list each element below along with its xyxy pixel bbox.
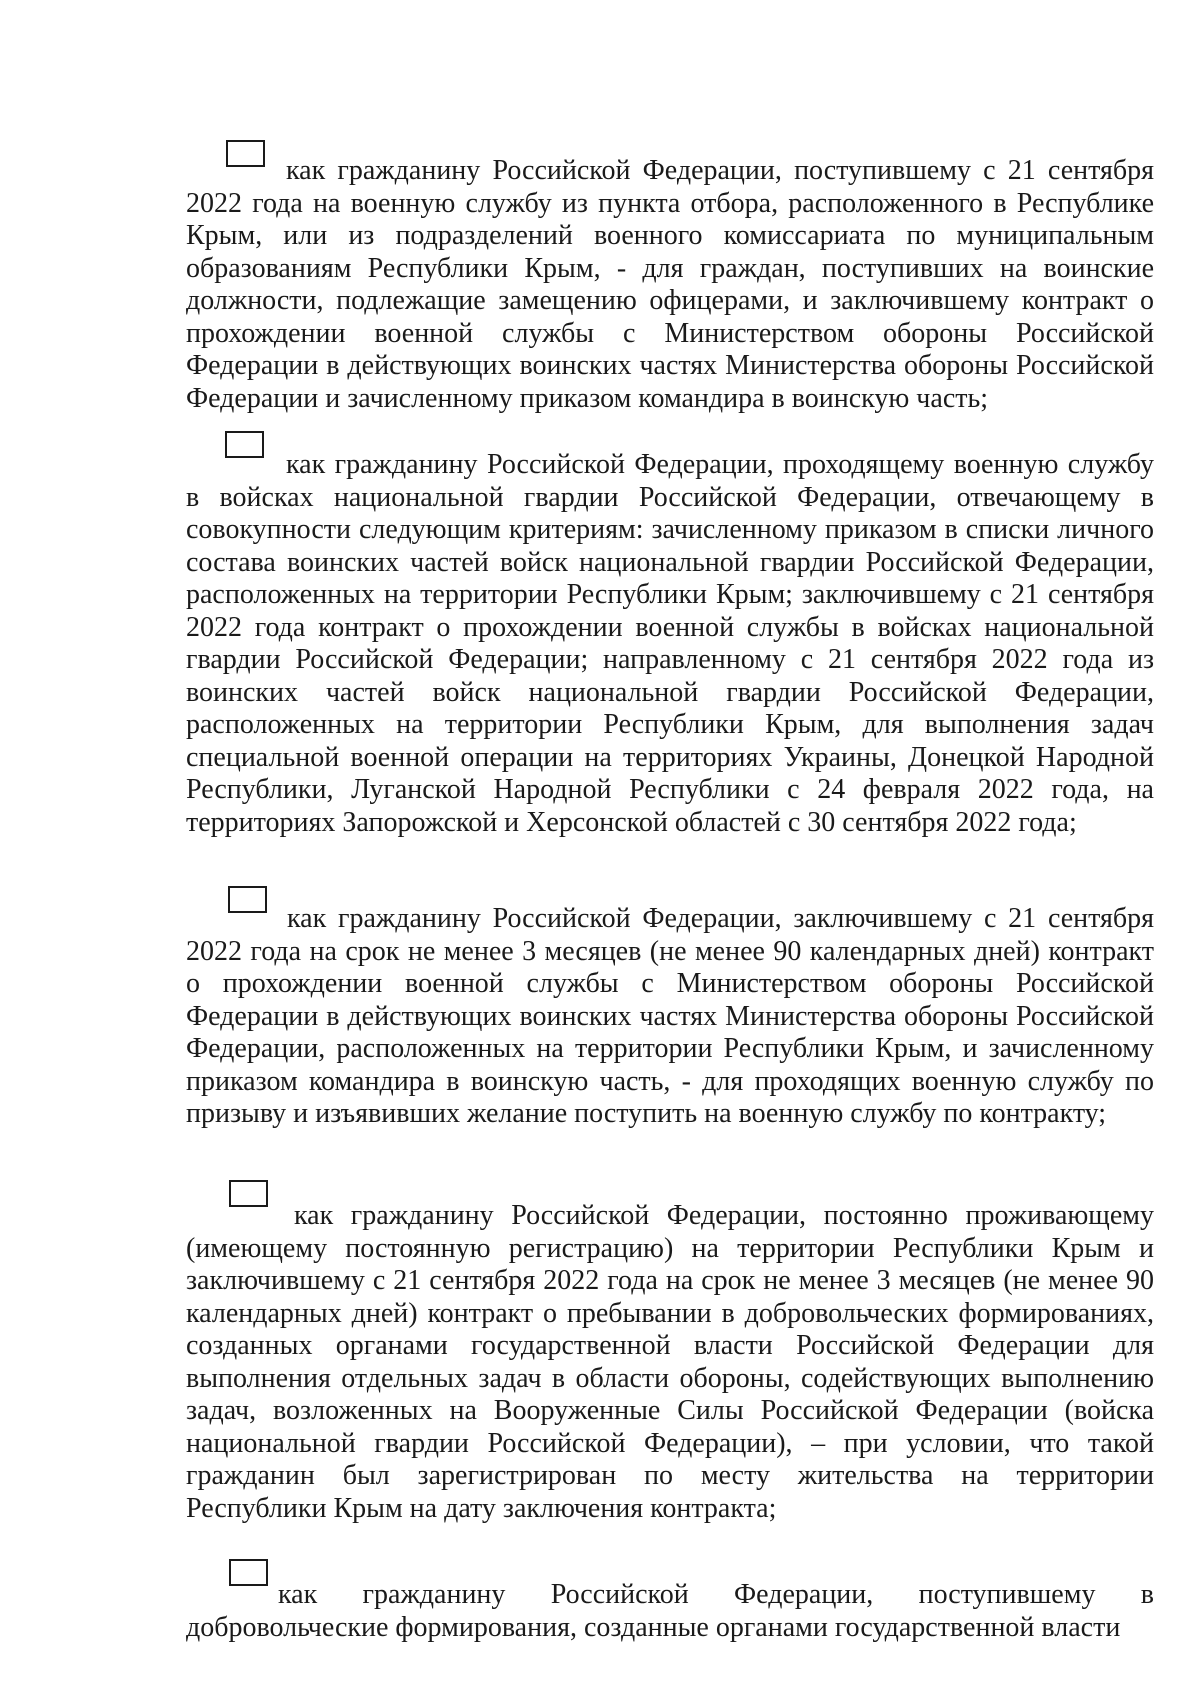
option-paragraph	[186, 903, 1154, 1131]
paragraph-text: как гражданину Российской Федерации, постоянно проживающему (имеющему постоянную регистрацию) на территории Республики Крым и заключившему с 21 сентября 2022 года на срок не менее 3 месяцев (не менее 90 календарных дней) контракт о пребывании в добровольческих формированиях, созданных органами государственной власти Российской Федерации для выполнения отдельных задач в области обороны, содействующих выполнению задач, возложенных на Вооруженные Силы Российской Федерации (войска национальной гвардии Российской Федерации), – при условии, что такой гражданин был зарегистрирован по месту жительства на территории Республики Крым на дату заключения контракта;	[186, 1200, 1154, 1524]
paragraph-text: как гражданину Российской Федерации, поступившему с 21 сентября 2022 года на военную службу из пункта отбора, расположенного в Республике Крым, или из подразделений военного комиссариата по муниципальным образованиям Республики Крым, - для граждан, поступивших на воинские должности, подлежащие замещению офицерами, и заключившему контракт о прохождении военной службы с Министерством обороны Российской Федерации в действующих воинских частях Министерства обороны Российской Федерации и зачисленному приказом командира в воинскую часть;	[186, 155, 1154, 414]
paragraph-text: как гражданину Российской Федерации, заключившему с 21 сентября 2022 года на срок не менее 3 месяцев (не менее 90 календарных дней) контракт о прохождении военной службы с Министерством обороны Российской Федерации в действующих воинских частях Министерства обороны Российской Федерации, расположенных на территории Республики Крым, и зачисленному приказом командира в воинскую часть, - для проходящих военную службу по призыву и изъявивших желание поступить на военную службу по контракту;	[186, 903, 1154, 1129]
option-paragraph	[186, 155, 1154, 415]
option-checkbox[interactable]	[229, 1559, 268, 1586]
option-checkbox[interactable]	[225, 431, 264, 458]
paragraph-text-wrapper	[186, 449, 1154, 839]
paragraph-text-wrapper	[186, 155, 1154, 415]
paragraph-text-wrapper	[186, 1579, 1154, 1644]
paragraph-text-wrapper	[186, 1200, 1154, 1525]
option-checkbox[interactable]	[228, 886, 267, 913]
option-paragraph	[186, 449, 1154, 839]
option-checkbox[interactable]	[226, 140, 265, 167]
paragraph-text: как гражданину Российской Федерации, поступившему в добровольческие формирования, созданные органами государственной власти	[186, 1579, 1154, 1643]
option-paragraph	[186, 1579, 1154, 1644]
option-paragraph	[186, 1200, 1154, 1525]
paragraph-text-wrapper	[186, 903, 1154, 1131]
paragraph-text: как гражданину Российской Федерации, проходящему военную службу в войсках национальной гвардии Российской Федерации, отвечающему в совокупности следующим критериям: зачисленному приказом в списки личного состава воинских частей войск национальной гвардии Российской Федерации, расположенных на территории Республики Крым; заключившему с 21 сентября 2022 года контракт о прохождении военной службы в войсках национальной гвардии Российской Федерации; направленному с 21 сентября 2022 года из воинских частей войск национальной гвардии Российской Федерации, расположенных на территории Республики Крым, для выполнения задач специальной военной операции на территориях Украины, Донецкой Народной Республики, Луганской Народной Республики с 24 февраля 2022 года, на территориях Запорожской и Херсонской областей с 30 сентября 2022 года;	[186, 449, 1154, 838]
option-checkbox[interactable]	[229, 1180, 268, 1207]
